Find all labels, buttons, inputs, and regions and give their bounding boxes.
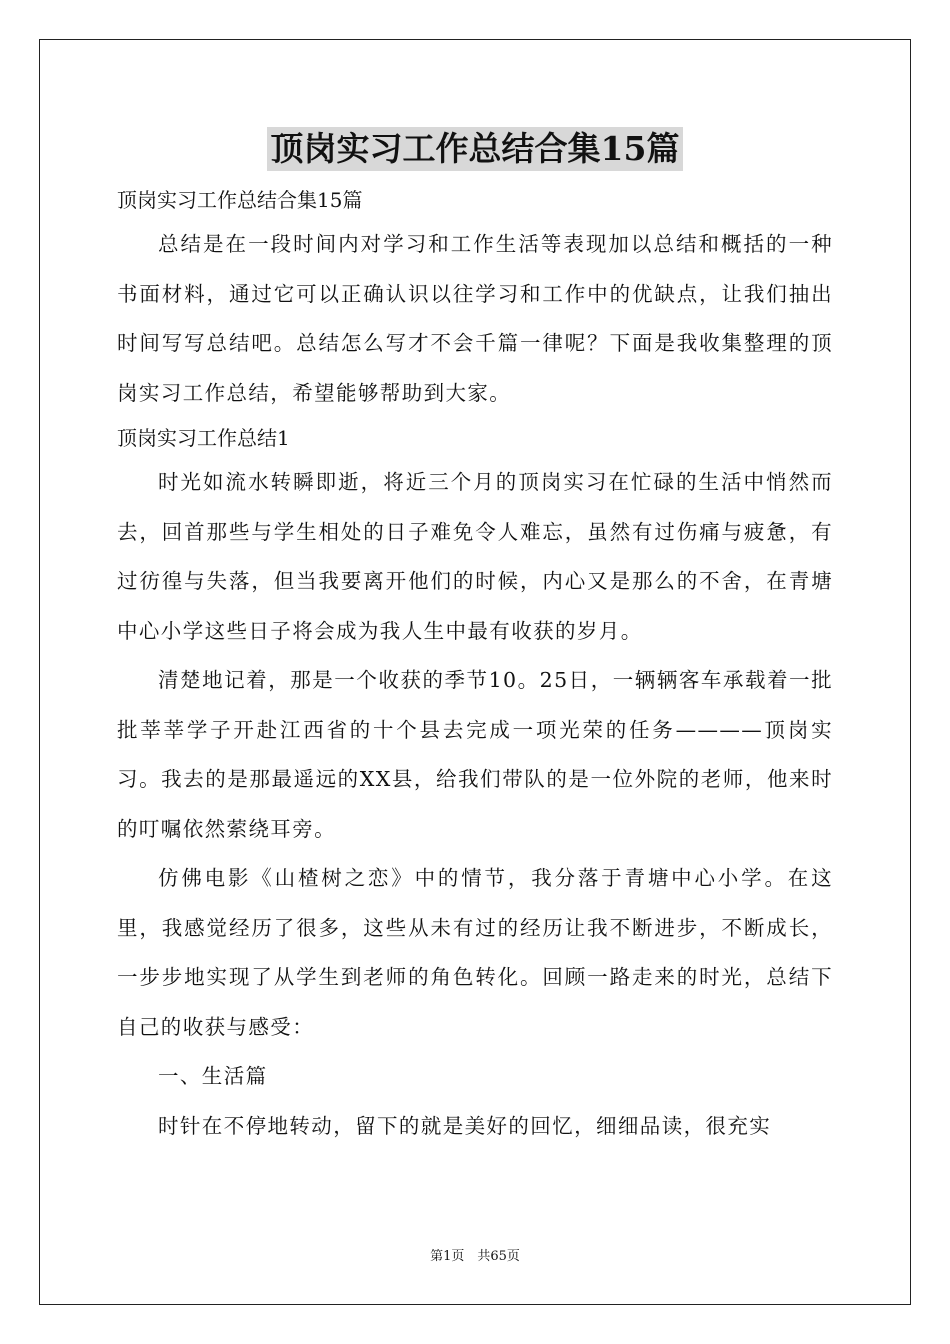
intro-paragraph: 总结是在一段时间内对学习和工作生活等表现加以总结和概括的一种书面材料，通过它可以正确认识以往学习和工作中的优缺点，让我们抽出时间写写总结吧。总结怎么写才不会千篇一律呢？下面是我收集整理的顶岗实习工作总结，希望能够帮助到大家。 [117, 232, 833, 405]
body-paragraph: 仿佛电影《山楂树之恋》中的情节，我分落于青塘中心小学。在这里，我感觉经历了很多，这些从未有过的经历让我不断进步，不断成长，一步步地实现了从学生到老师的角色转化。回顾一路走来的时光，总结下自己的收获与感受： [117, 866, 833, 1039]
subsection-heading: 一、生活篇 [158, 1064, 268, 1088]
body-paragraph: 清楚地记着，那是一个收获的季节10。25日，一辆辆客车承载着一批批莘莘学子开赴江西省的十个县去完成一项光荣的任务————顶岗实习。我去的是那最遥远的XX县，给我们带队的是一位外院的老师，他来时的叮嘱依然萦绕耳旁。 [117, 668, 833, 841]
document-subtitle: 顶岗实习工作总结合集15篇 [117, 188, 363, 212]
document-body [117, 180, 833, 1151]
section-heading: 顶岗实习工作总结1 [117, 426, 290, 450]
body-paragraph: 时光如流水转瞬即逝，将近三个月的顶岗实习在忙碌的生活中悄然而去，回首那些与学生相处的日子难免令人难忘，虽然有过伤痛与疲惫，有过彷徨与失落，但当我要离开他们的时候，内心又是那么的不舍，在青塘中心小学这些日子将会成为我人生中最有收获的岁月。 [117, 470, 833, 643]
page-number: 第1页 共65页 [430, 1249, 520, 1264]
title-area [0, 127, 950, 171]
document-title: 顶岗实习工作总结合集15篇 [267, 127, 684, 171]
body-paragraph: 时针在不停地转动，留下的就是美好的回忆，细细品读，很充实 [158, 1113, 772, 1138]
page-footer [0, 1248, 950, 1266]
